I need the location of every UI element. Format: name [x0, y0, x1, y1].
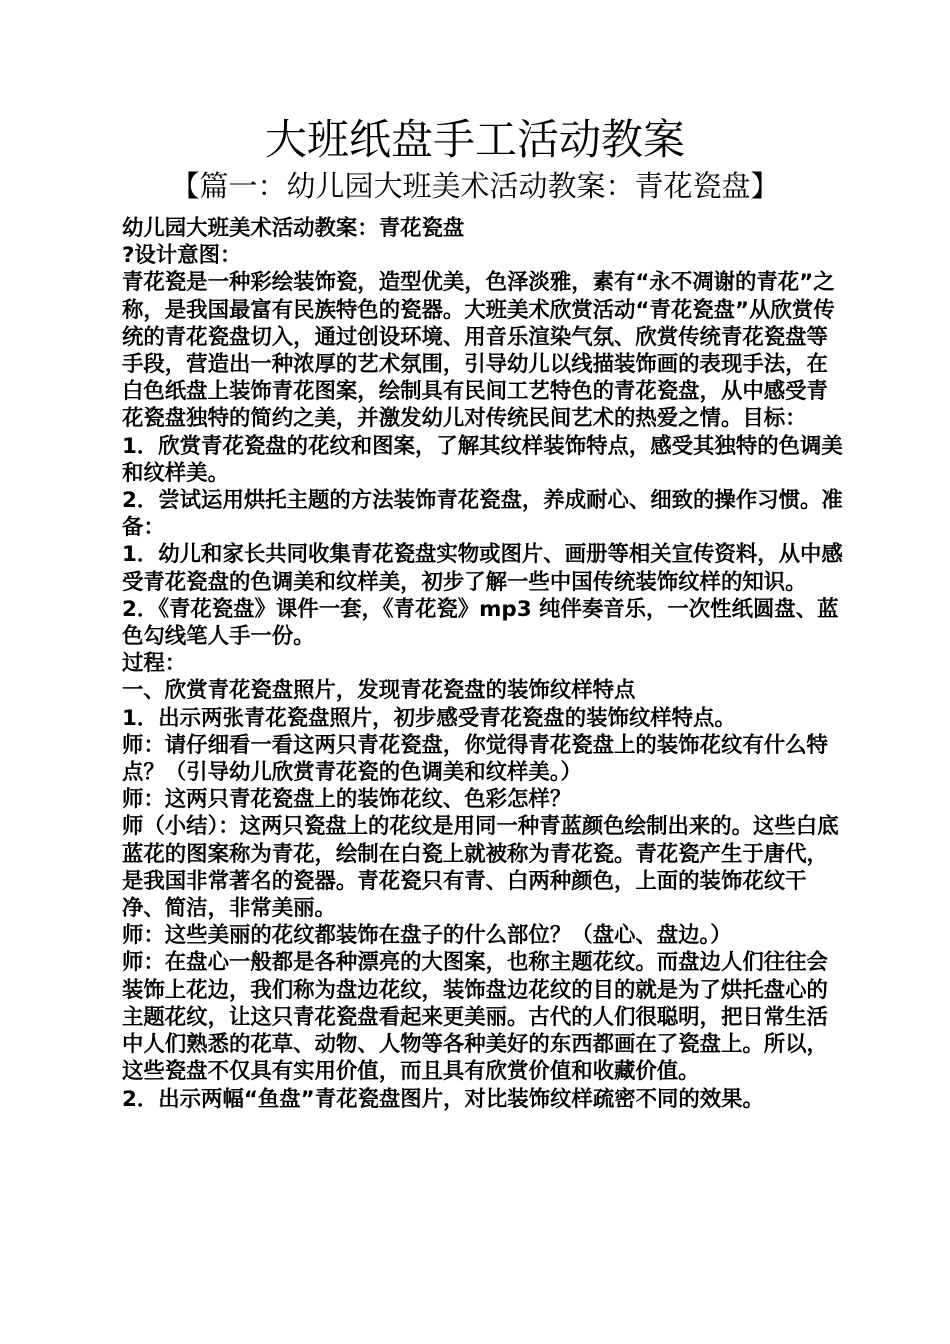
teacher-question-3: 师：这些美丽的花纹都装饰在盘子的什么部位？（盘心、盘边。）	[122, 923, 732, 949]
process-item-2: 2．出示两幅“鱼盘”青花瓷盘图片，对比装饰纹样疏密不同的效果。	[122, 1086, 764, 1112]
preparation-item-1: 1．幼儿和家长共同收集青花瓷盘实物或图片、画册等相关宣传资料，从中感受青花瓷盘的色调美和纹样美，初步了解一些中国传统装饰纹样的知识。	[122, 542, 843, 595]
teacher-question-1: 师：请仔细看一看这两只青花瓷盘，你觉得青花瓷盘上的装饰花纹有什么特点？（引导幼儿欣赏青花瓷的色调美和纹样美。）	[122, 732, 828, 786]
process-item-1: 1．出示两张青花瓷盘照片，初步感受青花瓷盘的装饰纹样特点。	[122, 705, 736, 731]
goal-item-2: 2．尝试运用烘托主题的方法装饰青花瓷盘，养成耐心、细致的操作习惯。准备：	[122, 488, 843, 541]
document-body	[117, 215, 847, 1113]
section-heading: 幼儿园大班美术活动教案：青花瓷盘	[122, 216, 465, 241]
design-intent-label: ?设计意图：	[122, 243, 242, 269]
preparation-item-2: 2．《青花瓷盘》课件一套，《青花瓷》mp3 纯伴奏音乐，一次性纸圆盘、蓝色勾线笔人手一份。	[122, 596, 839, 650]
paragraph-design-intent: 青花瓷是一种彩绘装饰瓷，造型优美，色泽淡雅，素有“永不凋谢的青花”之称，是我国最富有民族特色的瓷器。大班美术欣赏活动“青花瓷盘”从欣赏传统的青花瓷盘切入，通过创设环境、用音乐渲染气氛、欣赏传统青花瓷盘等手段，营造出一种浓厚的艺术氛围，引导幼儿以线描装饰画的表现手法，在白色纸盘上装饰青花图案，绘制具有民间工艺特色的青花瓷盘，从中感受青花瓷盘独特的简约之美，并激发幼儿对传统民间艺术的热爱之情。目标：	[122, 270, 835, 432]
process-step-heading: 一、欣赏青花瓷盘照片，发现青花瓷盘的装饰纹样特点	[122, 678, 636, 704]
teacher-explanation: 师：在盘心一般都是各种漂亮的大图案，也称主题花纹。而盘边人们往往会装饰上花边，我们称为盘边花纹，装饰盘边花纹的目的就是为了烘托盘心的主题花纹，让这只青花瓷盘看起来更美丽。古代的人们很聪明，把日常生活中人们熟悉的花草、动物、人物等各种美好的东西都画在了瓷盘上。所以，这些瓷盘不仅具有实用价值，而且具有欣赏价值和收藏价值。	[122, 950, 828, 1085]
document-title: 大班纸盘手工活动教案	[264, 115, 685, 164]
teacher-summary: 师（小结）：这两只瓷盘上的花纹是用同一种青蓝颜色绘制出来的。这些白底蓝花的图案称为青花，绘制在白瓷上就被称为青花瓷。青花瓷产生于唐代，是我国非常著名的瓷器。青花瓷只有青、白两种颜色，上面的装饰花纹干净、简洁，非常美丽。	[122, 814, 839, 922]
document-subtitle: 【篇一：幼儿园大班美术活动教案：青花瓷盘】	[170, 169, 780, 203]
goal-item-1: 1．欣赏青花瓷盘的花纹和图案，了解其纹样装饰特点，感受其独特的色调美和纹样美。	[122, 433, 843, 486]
teacher-question-2: 师：这两只青花瓷盘上的装饰花纹、色彩怎样？	[122, 787, 572, 813]
process-label: 过程：	[122, 651, 187, 677]
